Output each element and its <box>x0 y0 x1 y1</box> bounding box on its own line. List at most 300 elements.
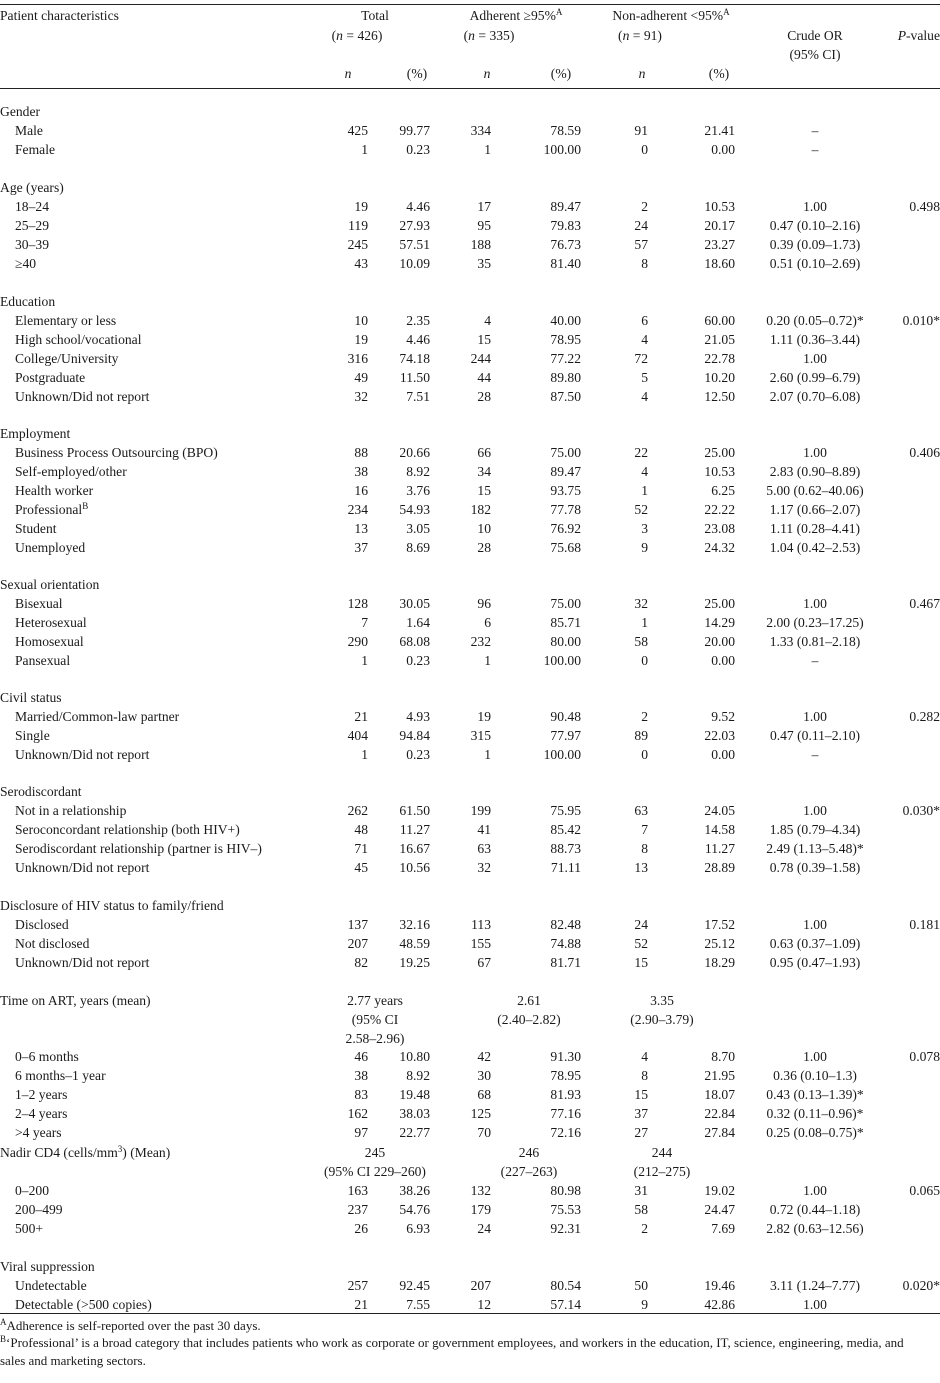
nonadherent-n-value: 91 <box>643 28 658 43</box>
cell-nonadherent-pct: 21.41 <box>704 123 735 138</box>
cell-nonadherent-n: 50 <box>634 1278 648 1293</box>
cell-total-pct: 27.93 <box>399 218 430 233</box>
cell-nonadherent-pct: 25.12 <box>704 936 735 951</box>
cell-adherent-pct: 100.00 <box>543 747 581 762</box>
cell-total-n: 32 <box>354 389 368 404</box>
row-label-text: 6 months–1 year <box>15 1068 106 1083</box>
cell-nonadherent-n: 5 <box>641 370 648 385</box>
cell-nonadherent-n: 58 <box>634 634 648 649</box>
cell-nonadherent-pct: 23.08 <box>704 521 735 536</box>
cell-total-pct: 57.51 <box>399 237 430 252</box>
cell-crude-or: 1.00 <box>803 351 827 366</box>
cell-total-pct: 7.55 <box>406 1297 430 1312</box>
cell-total-n: 21 <box>354 709 368 724</box>
cell-crude-or: 0.36 (0.10–1.3) <box>773 1068 857 1083</box>
cell-p-value: 0.498 <box>909 199 940 214</box>
cell-adherent-pct: 82.48 <box>550 917 581 932</box>
row-label-text: 25–29 <box>15 218 49 233</box>
row-label <box>15 1219 43 1238</box>
cell-total-pct: 38.03 <box>399 1106 430 1121</box>
p-symbol: P <box>897 28 907 43</box>
cell-adherent-n: 70 <box>477 1125 491 1140</box>
cell-total-n: 19 <box>354 332 368 347</box>
row-label-sup: B <box>82 501 89 511</box>
row-label <box>15 1047 79 1066</box>
footnote-b <box>0 1334 930 1369</box>
cell-crude-or: 0.47 (0.11–2.10) <box>769 728 861 743</box>
cell-crude-or: 0.25 (0.08–0.75)* <box>766 1125 864 1140</box>
cell-total-pct: 4.46 <box>406 199 430 214</box>
row-label <box>15 934 89 953</box>
row-label <box>15 801 126 820</box>
cell-adherent-pct: 57.14 <box>550 1297 581 1312</box>
mean-total-line: 2.58–2.96) <box>345 1031 405 1046</box>
cell-nonadherent-pct: 22.22 <box>704 502 735 517</box>
row-label-text: Seroconcordant relationship (both HIV+) <box>15 822 240 837</box>
cell-nonadherent-pct: 24.05 <box>704 803 735 818</box>
row-label-text: Not disclosed <box>15 936 90 951</box>
cell-adherent-pct: 80.98 <box>550 1183 581 1198</box>
cell-crude-or: 0.95 (0.47–1.93) <box>769 955 861 970</box>
cell-total-pct: 0.23 <box>406 142 430 157</box>
subheader-total-n: n <box>344 66 352 81</box>
footnote-b-text: ‘Professional’ is a broad category that includes patients who work as corporate or government employees, and workers in the education, IT, science, engineering, media, and sales and marketing sectors. <box>0 1335 904 1368</box>
cell-crude-or: 0.78 (0.39–1.58) <box>769 860 861 875</box>
p-suffix: -value <box>906 28 940 43</box>
cell-adherent-n: 10 <box>477 521 491 536</box>
cell-adherent-pct: 76.73 <box>550 237 581 252</box>
section-heading: Employment <box>0 426 71 441</box>
cell-nonadherent-n: 1 <box>641 615 648 630</box>
mean-adh-line: 2.61 <box>517 993 541 1008</box>
row-label <box>15 839 262 858</box>
row-label-text: Not in a relationship <box>15 803 127 818</box>
cell-total-n: 83 <box>354 1087 368 1102</box>
cell-total-n: 21 <box>354 1297 368 1312</box>
cell-adherent-n: 6 <box>484 615 491 630</box>
cell-total-n: 13 <box>354 521 368 536</box>
cell-total-n: 88 <box>354 445 368 460</box>
cell-nonadherent-pct: 17.52 <box>704 917 735 932</box>
cell-total-pct: 4.46 <box>406 332 430 347</box>
cell-adherent-n: 24 <box>477 1221 491 1236</box>
row-label-text: Detectable (>500 copies) <box>15 1297 152 1312</box>
row-label <box>15 1276 87 1295</box>
cell-total-pct: 2.35 <box>406 313 430 328</box>
cell-crude-or: 1.85 (0.79–4.34) <box>769 822 861 837</box>
cell-total-n: 1 <box>361 142 368 157</box>
cell-total-n: 316 <box>347 351 368 366</box>
cell-total-pct: 1.64 <box>406 615 430 630</box>
cell-total-n: 46 <box>354 1049 368 1064</box>
section-heading: Disclosure of HIV status to family/friend <box>0 898 224 913</box>
cell-nonadherent-n: 4 <box>641 389 648 404</box>
cell-total-pct: 11.50 <box>399 370 430 385</box>
cell-total-pct: 16.67 <box>399 841 430 856</box>
cell-crude-or: 2.60 (0.99–6.79) <box>769 370 861 385</box>
cell-adherent-n: 41 <box>477 822 491 837</box>
row-label <box>15 349 118 368</box>
row-label <box>15 594 63 613</box>
cell-adherent-n: 125 <box>470 1106 491 1121</box>
cell-total-n: 162 <box>347 1106 368 1121</box>
cell-crude-or: 1.00 <box>803 1297 827 1312</box>
cell-total-pct: 74.18 <box>399 351 430 366</box>
section-heading: Viral suppression <box>0 1259 95 1274</box>
row-label-text: Male <box>15 123 43 138</box>
cell-total-n: 262 <box>347 803 368 818</box>
row-label <box>15 538 85 557</box>
cell-nonadherent-n: 2 <box>641 1221 648 1236</box>
nonadherent-sup: A <box>723 7 730 17</box>
cell-nonadherent-pct: 18.29 <box>704 955 735 970</box>
cell-nonadherent-n: 4 <box>641 1049 648 1064</box>
cell-adherent-pct: 77.78 <box>550 502 581 517</box>
n-symbol: n <box>336 28 343 43</box>
cell-total-pct: 54.76 <box>399 1202 430 1217</box>
cell-total-pct: 61.50 <box>399 803 430 818</box>
cell-crude-or: 2.83 (0.90–8.89) <box>769 464 861 479</box>
row-label-text: Self-employed/other <box>15 464 127 479</box>
row-label-text: Unemployed <box>15 540 86 555</box>
row-label <box>15 953 149 972</box>
cell-nonadherent-n: 6 <box>641 313 648 328</box>
cell-total-pct: 6.93 <box>406 1221 430 1236</box>
row-label-text: Student <box>15 521 57 536</box>
cell-total-pct: 54.93 <box>399 502 430 517</box>
row-label <box>15 820 240 839</box>
row-label <box>15 443 218 462</box>
row-label <box>15 745 149 764</box>
footnote-a-mark: A <box>0 1317 7 1327</box>
row-label <box>15 216 49 235</box>
cell-total-pct: 4.93 <box>406 709 430 724</box>
cell-adherent-n: 179 <box>470 1202 491 1217</box>
cell-adherent-n: 42 <box>477 1049 491 1064</box>
cell-total-n: 38 <box>354 464 368 479</box>
cell-total-pct: 48.59 <box>399 936 430 951</box>
row-label <box>15 121 43 140</box>
cell-nonadherent-n: 0 <box>641 653 648 668</box>
row-label <box>15 915 69 934</box>
cell-nonadherent-n: 63 <box>634 803 648 818</box>
row-label-text: Female <box>15 142 56 157</box>
row-label <box>15 726 50 745</box>
cell-total-pct: 22.77 <box>399 1125 430 1140</box>
cell-adherent-pct: 93.75 <box>550 483 581 498</box>
row-label-text: 200–499 <box>15 1202 63 1217</box>
cell-total-n: 137 <box>347 917 368 932</box>
row-label-text: Single <box>15 728 50 743</box>
cell-nonadherent-pct: 20.00 <box>704 634 735 649</box>
n-equals: = <box>474 28 490 43</box>
row-label <box>15 651 70 670</box>
row-label-text: Professional <box>15 502 83 517</box>
cell-crude-or: 0.20 (0.05–0.72)* <box>766 313 864 328</box>
cell-crude-or: – <box>811 653 819 668</box>
cell-adherent-pct: 77.16 <box>550 1106 581 1121</box>
row-label <box>15 481 93 500</box>
row-label <box>15 1181 49 1200</box>
cell-crude-or: 1.00 <box>803 709 827 724</box>
row-label-text: Pansexual <box>15 653 71 668</box>
row-label-text: 18–24 <box>15 199 49 214</box>
cell-nonadherent-n: 37 <box>634 1106 648 1121</box>
subheader-nonadherent-pct: (%) <box>708 66 730 81</box>
row-label-text: 30–39 <box>15 237 49 252</box>
cell-total-pct: 0.23 <box>406 747 430 762</box>
mean-adh-line: (2.40–2.82) <box>497 1012 561 1027</box>
cell-total-n: 49 <box>354 370 368 385</box>
cell-adherent-pct: 78.95 <box>550 1068 581 1083</box>
row-label <box>15 254 36 273</box>
cell-crude-or: 2.00 (0.23–17.25) <box>766 615 864 630</box>
cell-crude-or: – <box>811 747 819 762</box>
cell-nonadherent-n: 3 <box>641 521 648 536</box>
cell-adherent-pct: 79.83 <box>550 218 581 233</box>
cell-adherent-n: 32 <box>477 860 491 875</box>
row-label <box>15 519 57 538</box>
cell-crude-or: 2.82 (0.63–12.56) <box>766 1221 864 1236</box>
cell-adherent-pct: 87.50 <box>550 389 581 404</box>
cell-crude-or: 0.39 (0.09–1.73) <box>769 237 861 252</box>
n-symbol: n <box>468 28 475 43</box>
cell-nonadherent-pct: 28.89 <box>704 860 735 875</box>
cell-p-value: 0.467 <box>909 596 940 611</box>
row-label <box>15 368 85 387</box>
cell-nonadherent-pct: 0.00 <box>711 653 735 668</box>
cell-adherent-pct: 80.00 <box>550 634 581 649</box>
cell-crude-or: 5.00 (0.62–40.06) <box>766 483 864 498</box>
cell-adherent-pct: 78.59 <box>550 123 581 138</box>
mean-label-tail: ) (Mean) <box>122 1145 171 1160</box>
cell-adherent-pct: 74.88 <box>550 936 581 951</box>
cell-nonadherent-pct: 10.53 <box>704 464 735 479</box>
row-label-text: College/University <box>15 351 119 366</box>
cell-crude-or: 1.00 <box>803 1183 827 1198</box>
cell-crude-or: 0.32 (0.11–0.96)* <box>766 1106 864 1121</box>
cell-nonadherent-n: 89 <box>634 728 648 743</box>
cell-crude-or: 1.00 <box>803 917 827 932</box>
cell-nonadherent-pct: 22.78 <box>704 351 735 366</box>
cell-adherent-n: 67 <box>477 955 491 970</box>
row-label-text: Undetectable <box>15 1278 87 1293</box>
cell-nonadherent-n: 9 <box>641 540 648 555</box>
cell-total-pct: 7.51 <box>406 389 430 404</box>
mean-label-text: Nadir CD4 (cells/mm <box>0 1145 118 1160</box>
footnote-b-mark: B <box>0 1334 7 1344</box>
header-crude-or-ci: (95% CI) <box>789 47 841 62</box>
cell-adherent-n: 12 <box>477 1297 491 1312</box>
cell-nonadherent-pct: 18.07 <box>704 1087 735 1102</box>
footnote-a-text: Adherence is self-reported over the past 30 days. <box>6 1318 261 1333</box>
cell-nonadherent-pct: 10.53 <box>704 199 735 214</box>
cell-nonadherent-pct: 42.86 <box>704 1297 735 1312</box>
cell-crude-or: 1.00 <box>803 1049 827 1064</box>
cell-crude-or: 1.00 <box>803 445 827 460</box>
cell-adherent-pct: 88.73 <box>550 841 581 856</box>
row-label <box>15 1104 67 1123</box>
cell-total-n: 207 <box>347 936 368 951</box>
cell-adherent-pct: 81.71 <box>550 955 581 970</box>
cell-nonadherent-n: 24 <box>634 917 648 932</box>
adherent-n-value: 335 <box>489 28 510 43</box>
row-label-text: Unknown/Did not report <box>15 955 150 970</box>
header-nonadherent <box>612 6 729 25</box>
cell-total-n: 71 <box>354 841 368 856</box>
cell-total-n: 1 <box>361 747 368 762</box>
section-heading: Civil status <box>0 690 62 705</box>
cell-p-value: 0.010* <box>902 313 940 328</box>
row-label-text: Bisexual <box>15 596 63 611</box>
header-characteristics: Patient characteristics <box>0 8 119 23</box>
cell-total-pct: 0.23 <box>406 653 430 668</box>
cell-nonadherent-pct: 7.69 <box>711 1221 735 1236</box>
cell-adherent-n: 34 <box>477 464 491 479</box>
subheader-adherent-n: n <box>483 66 491 81</box>
header-nonadherent-n: (n = 91) <box>618 28 662 43</box>
row-label-text: Business Process Outsourcing (BPO) <box>15 445 218 460</box>
row-label <box>15 1123 62 1142</box>
row-label <box>15 311 116 330</box>
cell-nonadherent-n: 2 <box>641 709 648 724</box>
cell-nonadherent-pct: 24.47 <box>704 1202 735 1217</box>
section-heading: Gender <box>0 104 41 119</box>
cell-total-pct: 8.92 <box>406 1068 430 1083</box>
cell-nonadherent-pct: 6.25 <box>711 483 735 498</box>
header-total-n: (n = 426) <box>331 28 383 43</box>
header-rule <box>0 88 940 89</box>
cell-p-value: 0.406 <box>909 445 940 460</box>
row-label <box>15 387 149 406</box>
cell-adherent-n: 44 <box>477 370 491 385</box>
n-equals: = <box>629 28 644 43</box>
row-label-text: Heterosexual <box>15 615 87 630</box>
mean-total-line: (95% CI <box>351 1012 399 1027</box>
cell-nonadherent-pct: 14.58 <box>704 822 735 837</box>
cell-adherent-pct: 77.97 <box>550 728 581 743</box>
cell-adherent-n: 96 <box>477 596 491 611</box>
row-label-text: Unknown/Did not report <box>15 747 150 762</box>
cell-total-pct: 8.69 <box>406 540 430 555</box>
cell-total-n: 26 <box>354 1221 368 1236</box>
row-label-text: 0–6 months <box>15 1049 79 1064</box>
n-symbol: n <box>622 28 630 43</box>
row-label-text: ≥40 <box>15 256 37 271</box>
cell-nonadherent-pct: 24.32 <box>704 540 735 555</box>
cell-crude-or: 0.51 (0.10–2.69) <box>769 256 861 271</box>
mean-total-line: (95% CI 229–260) <box>324 1164 426 1179</box>
cell-total-n: 43 <box>354 256 368 271</box>
row-label-text: Disclosed <box>15 917 69 932</box>
cell-nonadherent-pct: 14.29 <box>704 615 735 630</box>
subheader-total-pct: (%) <box>406 66 428 81</box>
cell-total-n: 97 <box>354 1125 368 1140</box>
row-label-text: 500+ <box>15 1221 44 1236</box>
cell-nonadherent-pct: 12.50 <box>704 389 735 404</box>
cell-adherent-n: 4 <box>484 313 491 328</box>
cell-crude-or: 1.00 <box>803 596 827 611</box>
cell-adherent-n: 68 <box>477 1087 491 1102</box>
n-equals: = <box>342 28 358 43</box>
section-heading: Sexual orientation <box>0 577 100 592</box>
cell-adherent-n: 232 <box>470 634 491 649</box>
cell-nonadherent-pct: 23.27 <box>704 237 735 252</box>
cell-adherent-pct: 75.00 <box>550 596 581 611</box>
cell-nonadherent-n: 91 <box>634 123 648 138</box>
row-label <box>15 462 127 481</box>
cell-total-n: 237 <box>347 1202 368 1217</box>
cell-nonadherent-n: 7 <box>641 822 648 837</box>
row-label <box>15 1200 63 1219</box>
cell-adherent-n: 182 <box>470 502 491 517</box>
cell-adherent-n: 207 <box>470 1278 491 1293</box>
row-label <box>15 330 141 349</box>
cell-adherent-pct: 78.95 <box>550 332 581 347</box>
row-label-text: Homosexual <box>15 634 84 649</box>
mean-total-line: 2.77 years <box>347 993 403 1008</box>
cell-nonadherent-n: 52 <box>634 502 648 517</box>
cell-total-pct: 10.09 <box>399 256 430 271</box>
mean-label-text: Time on ART, years (mean) <box>0 993 151 1008</box>
cell-nonadherent-n: 1 <box>641 483 648 498</box>
cell-nonadherent-pct: 21.05 <box>704 332 735 347</box>
cell-nonadherent-n: 31 <box>634 1183 648 1198</box>
row-label-text: Unknown/Did not report <box>15 389 150 404</box>
cell-adherent-pct: 92.31 <box>550 1221 581 1236</box>
cell-nonadherent-n: 15 <box>634 1087 648 1102</box>
mean-label-sup: 3 <box>117 1144 123 1154</box>
cell-total-pct: 99.77 <box>399 123 430 138</box>
cell-crude-or: 0.63 (0.37–1.09) <box>769 936 861 951</box>
cell-nonadherent-n: 15 <box>634 955 648 970</box>
row-label <box>15 1066 106 1085</box>
row-label <box>15 707 179 726</box>
cell-total-n: 290 <box>347 634 368 649</box>
cell-crude-or: 0.47 (0.10–2.16) <box>769 218 861 233</box>
cell-total-pct: 10.80 <box>399 1049 430 1064</box>
cell-adherent-n: 35 <box>477 256 491 271</box>
cell-adherent-pct: 100.00 <box>543 142 581 157</box>
cell-crude-or: 2.07 (0.70–6.08) <box>769 389 861 404</box>
row-label <box>15 1085 67 1104</box>
cell-crude-or: 1.04 (0.42–2.53) <box>769 540 861 555</box>
cell-nonadherent-pct: 0.00 <box>711 142 735 157</box>
cell-adherent-pct: 100.00 <box>543 653 581 668</box>
mean-total-line: 245 <box>364 1145 386 1160</box>
cell-adherent-pct: 76.92 <box>550 521 581 536</box>
row-label <box>15 632 84 651</box>
cell-adherent-pct: 89.47 <box>550 199 581 214</box>
row-label-text: Elementary or less <box>15 313 117 328</box>
cell-total-pct: 11.27 <box>399 822 430 837</box>
cell-nonadherent-n: 32 <box>634 596 648 611</box>
row-label-text: Postgraduate <box>15 370 86 385</box>
cell-total-pct: 32.16 <box>399 917 430 932</box>
cell-adherent-pct: 91.30 <box>550 1049 581 1064</box>
row-label-text: >4 years <box>15 1125 62 1140</box>
cell-crude-or: – <box>811 142 819 157</box>
cell-adherent-n: 19 <box>477 709 491 724</box>
cell-total-n: 38 <box>354 1068 368 1083</box>
cell-total-n: 425 <box>347 123 368 138</box>
cell-nonadherent-pct: 19.46 <box>704 1278 735 1293</box>
adherent-label: Adherent ≥95% <box>469 8 556 23</box>
nonadherent-label: Non-adherent <95% <box>612 8 724 23</box>
cell-total-n: 7 <box>361 615 368 630</box>
cell-adherent-pct: 40.00 <box>550 313 581 328</box>
header-crude-or: Crude OR <box>787 28 843 43</box>
